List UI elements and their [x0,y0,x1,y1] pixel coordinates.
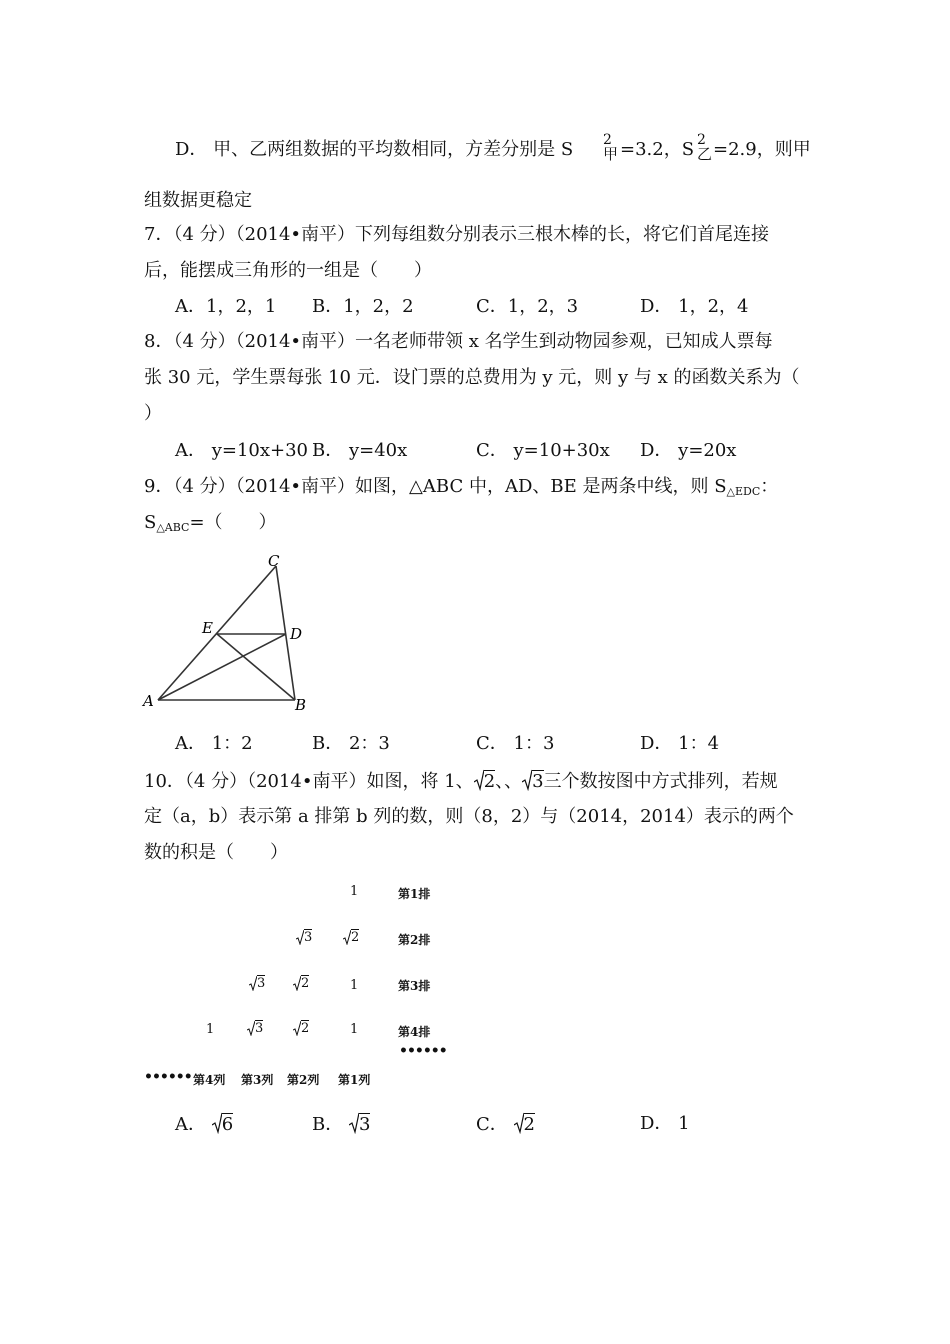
label-d: D [290,625,303,643]
q8-option-a[interactable]: A． y=10x+30 [175,440,309,461]
grid-value: 3 [247,1020,263,1041]
q9-option-b[interactable]: B． 2：3 [312,733,390,754]
sqrt-icon [349,1112,359,1141]
grid-value: 2 [293,1020,309,1041]
q8-option-b[interactable]: B． y=40x [312,440,408,461]
q9-option-d[interactable]: D． 1：4 [640,733,720,754]
label-a: A [143,692,154,710]
segment-ac [158,566,276,700]
label-b: B [295,696,307,714]
q10-stem-line1: 10．（4 分）（2014•南平）如图，将 1、 2、、 3三个数按图中方式排列，若规 [144,769,778,798]
subscript-yi: 乙 [697,145,713,163]
q6-option-d-end: =2.9，则甲 [713,139,811,160]
q10-option-a[interactable]: A． 6 [175,1112,233,1141]
column-label: 第4列 [193,1073,226,1087]
sqrt-icon [212,1112,222,1141]
sqrt-icon [474,769,484,798]
q6-option-d-line1 [175,138,573,162]
subscript-jia: 甲 [603,145,619,163]
sqrt-icon [514,1112,524,1141]
grid-value: 1 [350,978,359,993]
grid-value: 1 [206,1022,215,1037]
q10-option-d[interactable]: D． 1 [640,1113,690,1134]
q7-option-c[interactable]: C．1，2，3 [476,296,579,317]
q7-stem-line1: 7．（4 分）（2014•南平）下列每组数分别表示三根木棒的长，将它们首尾连接 [144,224,770,245]
q9-option-c[interactable]: C． 1：3 [476,733,555,754]
q6-option-d-line2: 组数据更稳定 [144,190,252,211]
median-be [217,634,295,700]
q8-stem-line2: 张 30 元，学生票每张 10 元．设门票的总费用为 y 元，则 y 与 x 的函数关系为（ [144,367,800,388]
q10-option-b[interactable]: B． 3 [312,1112,370,1141]
q7-option-d[interactable]: D． 1，2，4 [640,296,749,317]
q8-option-d[interactable]: D． y=20x [640,440,737,461]
row-label: 第1排 [398,887,431,901]
row-ellipsis: •••••• [399,1043,447,1059]
q8-stem-line1: 8．（4 分）（2014•南平）一名老师带领 x 名学生到动物园参观，已知成人票每 [144,331,773,352]
grid-value: 2 [293,975,309,996]
q8-stem-line3: ） [144,403,162,424]
label-c: C [268,552,280,570]
q8-option-c[interactable]: C． y=10+30x [476,440,610,461]
q6-option-d-text: D． 甲、乙两组数据的平均数相同，方差分别是 S [175,139,574,160]
column-label: 第2列 [287,1073,320,1087]
q9-stem-line1: 9．（4 分）（2014•南平）如图，△ABC 中，AD、BE 是两条中线，则 $S_{\triangle EDC}$： [144,476,779,498]
label-e: E [202,619,213,637]
grid-value: 1 [350,1022,359,1037]
q10-stem-line2: 定（a，b）表示第 a 排第 b 列的数，则（8，2）与（2014，2014）表示的两个 [144,806,794,827]
sqrt-icon [522,769,532,798]
q10-stem-line3: 数的积是（ ） [144,842,288,863]
grid-value: 3 [249,975,265,996]
q6-variance-mid: =3.2，S [620,139,695,160]
q7-option-b[interactable]: B．1，2，2 [312,296,414,317]
triangle-figure [140,550,320,715]
grid-value: 3 [296,929,312,950]
column-ellipsis: •••••• [144,1069,192,1085]
column-label: 第3列 [241,1073,274,1087]
subscript-edc: △EDC [726,485,761,498]
row-label: 第3排 [398,979,431,993]
subscript-abc: △ABC [156,521,190,534]
grid-value: 1 [350,884,359,899]
median-ad [158,634,286,700]
column-label: 第1列 [338,1073,371,1087]
superscript-2: 2 [603,132,612,148]
q9-stem-line2: $S_{\triangle ABC}=$（ ） [144,512,277,534]
row-label: 第2排 [398,933,431,947]
grid-value: 2 [343,929,359,950]
q7-stem-line2: 后，能摆成三角形的一组是（ ） [144,260,432,281]
q7-option-a[interactable]: A．1，2，1 [175,296,277,317]
q9-option-a[interactable]: A． 1：2 [175,733,253,754]
superscript-2-second: 2 [697,132,706,148]
q10-option-c[interactable]: C． 2 [476,1112,535,1141]
row-label: 第4排 [398,1025,431,1039]
